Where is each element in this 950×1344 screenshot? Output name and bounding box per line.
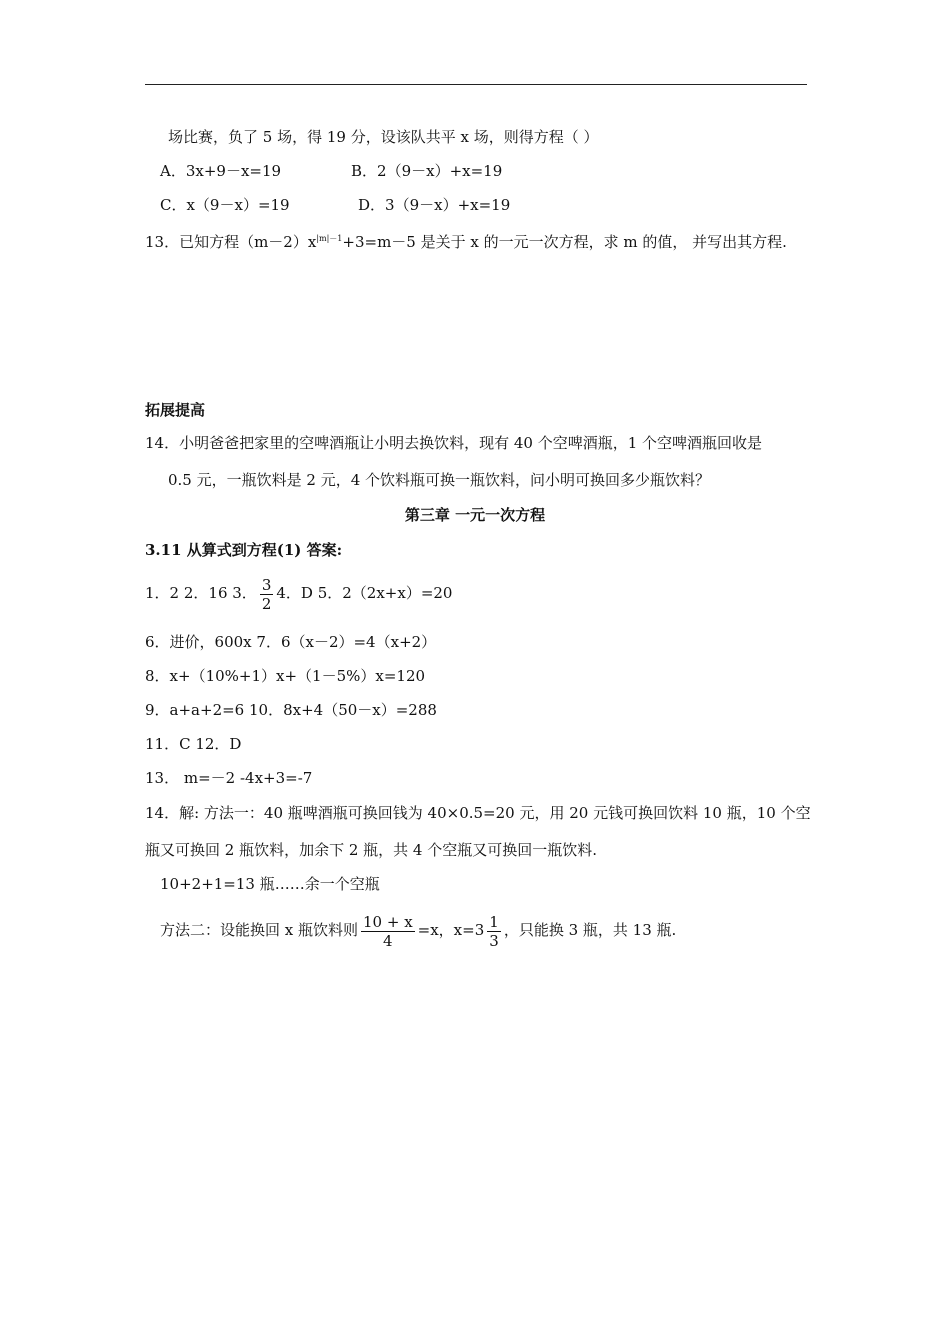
answers-title: 3.11 从算式到方程(1) 答案: [145, 541, 343, 559]
q14-line-1: 14．小明爸爸把家里的空啤酒瓶让小明去换饮料，现有 40 个空啤酒瓶，1 个空啤酒瓶回收是 [145, 434, 763, 452]
fraction-numerator: 10 + x [363, 912, 413, 931]
fraction-denominator: 2 [261, 594, 272, 613]
fraction-three-halves [260, 576, 274, 613]
answer-line-9: 9．a+a+2=6 10．8x+4（50－x）=288 [145, 701, 437, 719]
chapter-title: 第三章 一元一次方程 [404, 506, 546, 524]
answer-line-8: 8．x+（10%+1）x+（1－5%）x=120 [145, 667, 426, 685]
fraction-denominator: 4 [383, 931, 393, 950]
q12-option-c: C．x（9－x）=19 [160, 196, 290, 214]
answer-line-14-b: 瓶又可换回 2 瓶饮料，加余下 2 瓶，共 4 个空瓶又可换回一瓶饮料. [145, 841, 598, 859]
q12-stem: 场比赛，负了 5 场，得 19 分，设该队共平 x 场，则得方程（ ） [168, 128, 599, 146]
header-rule [145, 84, 807, 85]
answer-4-5-text: 4．D 5．2（2x+x）=20 [276, 584, 453, 602]
method-two-text-1: 方法二：设能换回 x 瓶饮料则 [160, 921, 358, 939]
answer-line-1 [145, 573, 452, 613]
q13-suffix: +3=m－5 是关于 x 的一元一次方程，求 m 的值， 并写出其方程. [342, 233, 787, 251]
answer-line-14-a: 14．解: 方法一：40 瓶啤酒瓶可换回钱为 40×0.5=20 元，用 20 元钱可换回饮料 10 瓶，10 个空 [145, 804, 811, 822]
answer-1-3-text: 1．2 2．16 3． [145, 584, 257, 602]
answer-line-14-c: 10+2+1=13 瓶……余一个空瓶 [160, 875, 380, 893]
q13-exponent: |m|－1 [316, 234, 343, 243]
q12-option-a: A．3x+9－x=19 [160, 162, 282, 180]
answer-line-11: 11．C 12．D [145, 735, 242, 753]
q14-line-2: 0.5 元，一瓶饮料是 2 元，4 个饮料瓶可换一瓶饮料，问小明可换回多少瓶饮料？ [168, 471, 711, 489]
fraction-numerator: 3 [261, 575, 272, 594]
q13-prefix: 13．已知方程（m－2）x [145, 233, 317, 251]
fraction-ten-plus-x-over-four [361, 913, 415, 950]
answer-line-6: 6．进价，600x 7．6（x－2）=4（x+2） [145, 633, 437, 651]
q13-question [145, 229, 787, 252]
method-two-text-3: ，只能换 3 瓶，共 13 瓶. [503, 921, 677, 939]
answer-line-13: 13． m=－2 -4x+3=-7 [145, 769, 313, 787]
method-two-text-2: =x，x=3 [417, 921, 485, 939]
fraction-numerator: 1 [489, 912, 499, 931]
extension-heading: 拓展提高 [145, 401, 206, 419]
q12-option-b: B．2（9－x）+x=19 [351, 162, 503, 180]
fraction-denominator: 3 [489, 931, 499, 950]
fraction-one-third [487, 913, 501, 950]
q12-option-d: D．3（9－x）+x=19 [358, 196, 511, 214]
answer-method-two [160, 910, 676, 950]
